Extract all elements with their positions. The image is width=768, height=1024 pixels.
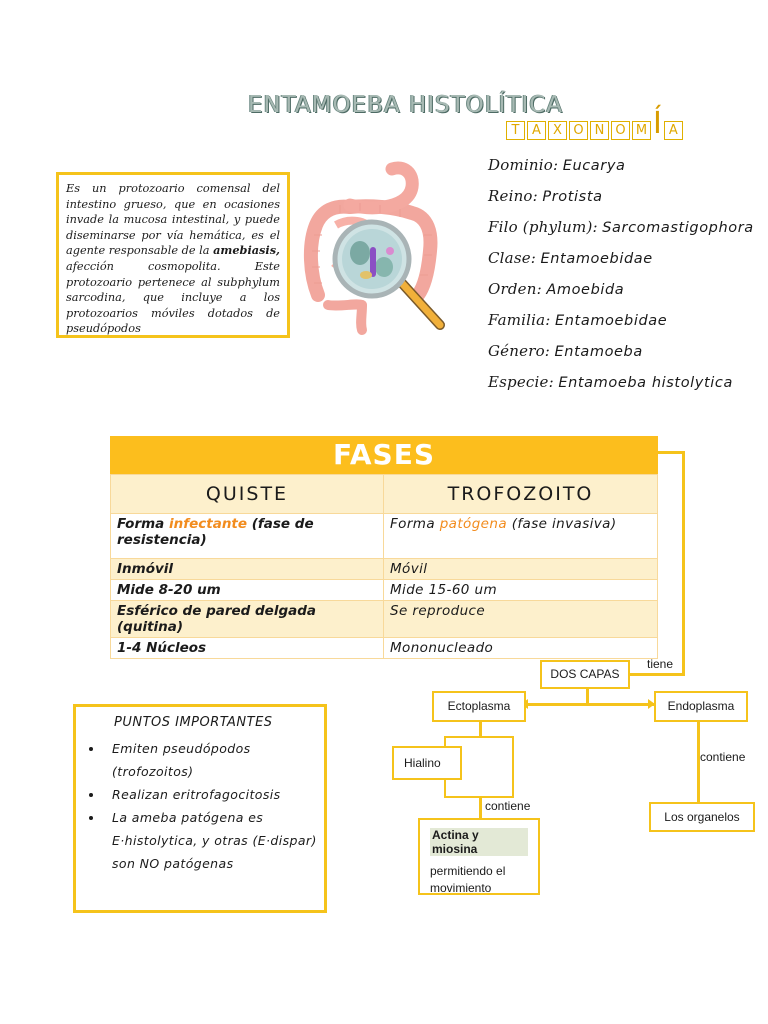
table-cell: Se reproduce	[384, 601, 658, 638]
table-cell: Mide 15-60 um	[384, 580, 658, 601]
dos-capas-node: DOS CAPAS	[540, 660, 630, 689]
table-cell	[384, 514, 658, 559]
taxonomy-row	[488, 373, 754, 404]
cell-text: Forma	[390, 516, 440, 532]
table-header-row	[111, 475, 658, 514]
taxonomy-label: Clase:	[488, 249, 537, 267]
connector-line	[630, 673, 685, 676]
fases-grid	[110, 474, 658, 659]
connector-line	[586, 689, 589, 704]
taxonomy-label: Familia:	[488, 311, 551, 329]
taxonomy-list	[488, 156, 754, 404]
taxonomy-title-letter: A	[664, 121, 683, 140]
table-row	[111, 638, 658, 659]
puntos-list	[86, 737, 319, 875]
taxonomy-title-letter: M	[632, 121, 651, 140]
connector-line	[682, 451, 685, 675]
intro-bold-term: amebiasis,	[213, 243, 280, 258]
cell-text: (fase invasiva)	[507, 516, 617, 532]
taxonomy-row	[488, 156, 754, 187]
column-header-quiste: QUISTE	[111, 475, 384, 514]
connector-line	[526, 703, 654, 706]
hialino-node: Hialino	[392, 746, 462, 780]
table-row	[111, 514, 658, 559]
cell-text: (fase de resistencia)	[117, 516, 314, 548]
taxonomy-value: Protista	[542, 189, 603, 205]
list-item: • Realizan eritrofagocitosis	[104, 783, 319, 806]
cell-text: Forma	[117, 516, 169, 532]
taxonomy-value: Entamoebidae	[555, 313, 668, 329]
taxonomy-value: Eucarya	[562, 158, 626, 174]
table-row	[111, 580, 658, 601]
taxonomy-title-letter: N	[590, 121, 609, 140]
cell-highlight: infectante	[168, 516, 248, 532]
taxonomy-row	[488, 218, 754, 249]
cell-highlight: patógena	[439, 516, 508, 532]
table-cell: Mononucleado	[384, 638, 658, 659]
taxonomy-value: Entamoebidae	[540, 251, 653, 267]
contiene-label: contiene	[700, 750, 746, 764]
intro-box	[56, 172, 290, 338]
taxonomy-title-letter: O	[611, 121, 630, 140]
list-item: • Emiten pseudópodos (trofozoitos)	[104, 737, 319, 783]
actina-title: Actina y miosina	[430, 828, 528, 856]
fases-table	[110, 436, 658, 659]
puntos-importantes-box	[73, 704, 327, 913]
actina-description: permitiendo el movimiento	[430, 864, 506, 895]
taxonomy-label: Filo (phylum):	[488, 218, 598, 236]
taxonomy-title-letter: O	[569, 121, 588, 140]
tiene-label: tiene	[647, 657, 674, 671]
intestine-magnifier-illustration	[300, 155, 460, 340]
table-cell: 1-4 Núcleos	[111, 638, 384, 659]
actina-miosina-node	[418, 818, 540, 895]
table-cell: Esférico de pared delgada (quitina)	[111, 601, 384, 638]
taxonomy-title-letter: Í	[653, 106, 662, 141]
taxonomy-row	[488, 311, 754, 342]
taxonomy-row	[488, 187, 754, 218]
intro-text-part: afección cosmopolita. Este protozoario pertenece al subphylum sarcodina, que incluye a los protozoarios móviles dotados de pseudópodos	[66, 259, 280, 336]
column-header-trofozoito: TROFOZOITO	[384, 475, 658, 514]
puntos-title: PUNTOS IMPORTANTES	[114, 715, 273, 730]
taxonomy-row	[488, 342, 754, 373]
taxonomy-row	[488, 249, 754, 280]
table-row	[111, 601, 658, 638]
table-cell: Inmóvil	[111, 559, 384, 580]
connector-line	[658, 451, 684, 454]
connector-line	[479, 797, 482, 819]
connector-line	[479, 722, 482, 737]
fases-title: FASES	[110, 436, 658, 474]
table-cell: Mide 8-20 um	[111, 580, 384, 601]
page-title: ENTAMOEBA HISTOLÍTICA	[248, 92, 564, 118]
list-item: • La ameba patógena es E·histolytica, y otras (E·dispar) son NO patógenas	[104, 806, 319, 875]
taxonomy-value: Entamoeba	[554, 344, 643, 360]
intro-text-part: Es un protozoario comensal del intestino grueso, que en ocasiones invade la mucosa intestinal, y puede diseminarse por vía hemática, es el agente responsable de la	[66, 182, 280, 258]
organelos-node: Los organelos	[649, 802, 755, 832]
taxonomy-title-letter: T	[506, 121, 525, 140]
endoplasma-node: Endoplasma	[654, 691, 748, 722]
taxonomy-label: Orden:	[488, 280, 542, 298]
taxonomy-value: Amoebida	[546, 282, 625, 298]
taxonomy-title-letter: A	[527, 121, 546, 140]
taxonomy-row	[488, 280, 754, 311]
taxonomy-label: Especie:	[488, 373, 554, 391]
table-row	[111, 559, 658, 580]
taxonomy-title-letter: X	[548, 121, 567, 140]
contiene-label: contiene	[485, 799, 531, 813]
table-cell	[111, 514, 384, 559]
taxonomy-value: Entamoeba histolytica	[558, 375, 733, 391]
table-cell: Móvil	[384, 559, 658, 580]
intro-text	[66, 181, 280, 337]
taxonomy-title	[506, 106, 683, 141]
ectoplasma-node: Ectoplasma	[432, 691, 526, 722]
taxonomy-label: Género:	[488, 342, 551, 360]
taxonomy-label: Reino:	[488, 187, 538, 205]
taxonomy-label: Dominio:	[488, 156, 559, 174]
taxonomy-value: Sarcomastigophora	[602, 220, 754, 236]
